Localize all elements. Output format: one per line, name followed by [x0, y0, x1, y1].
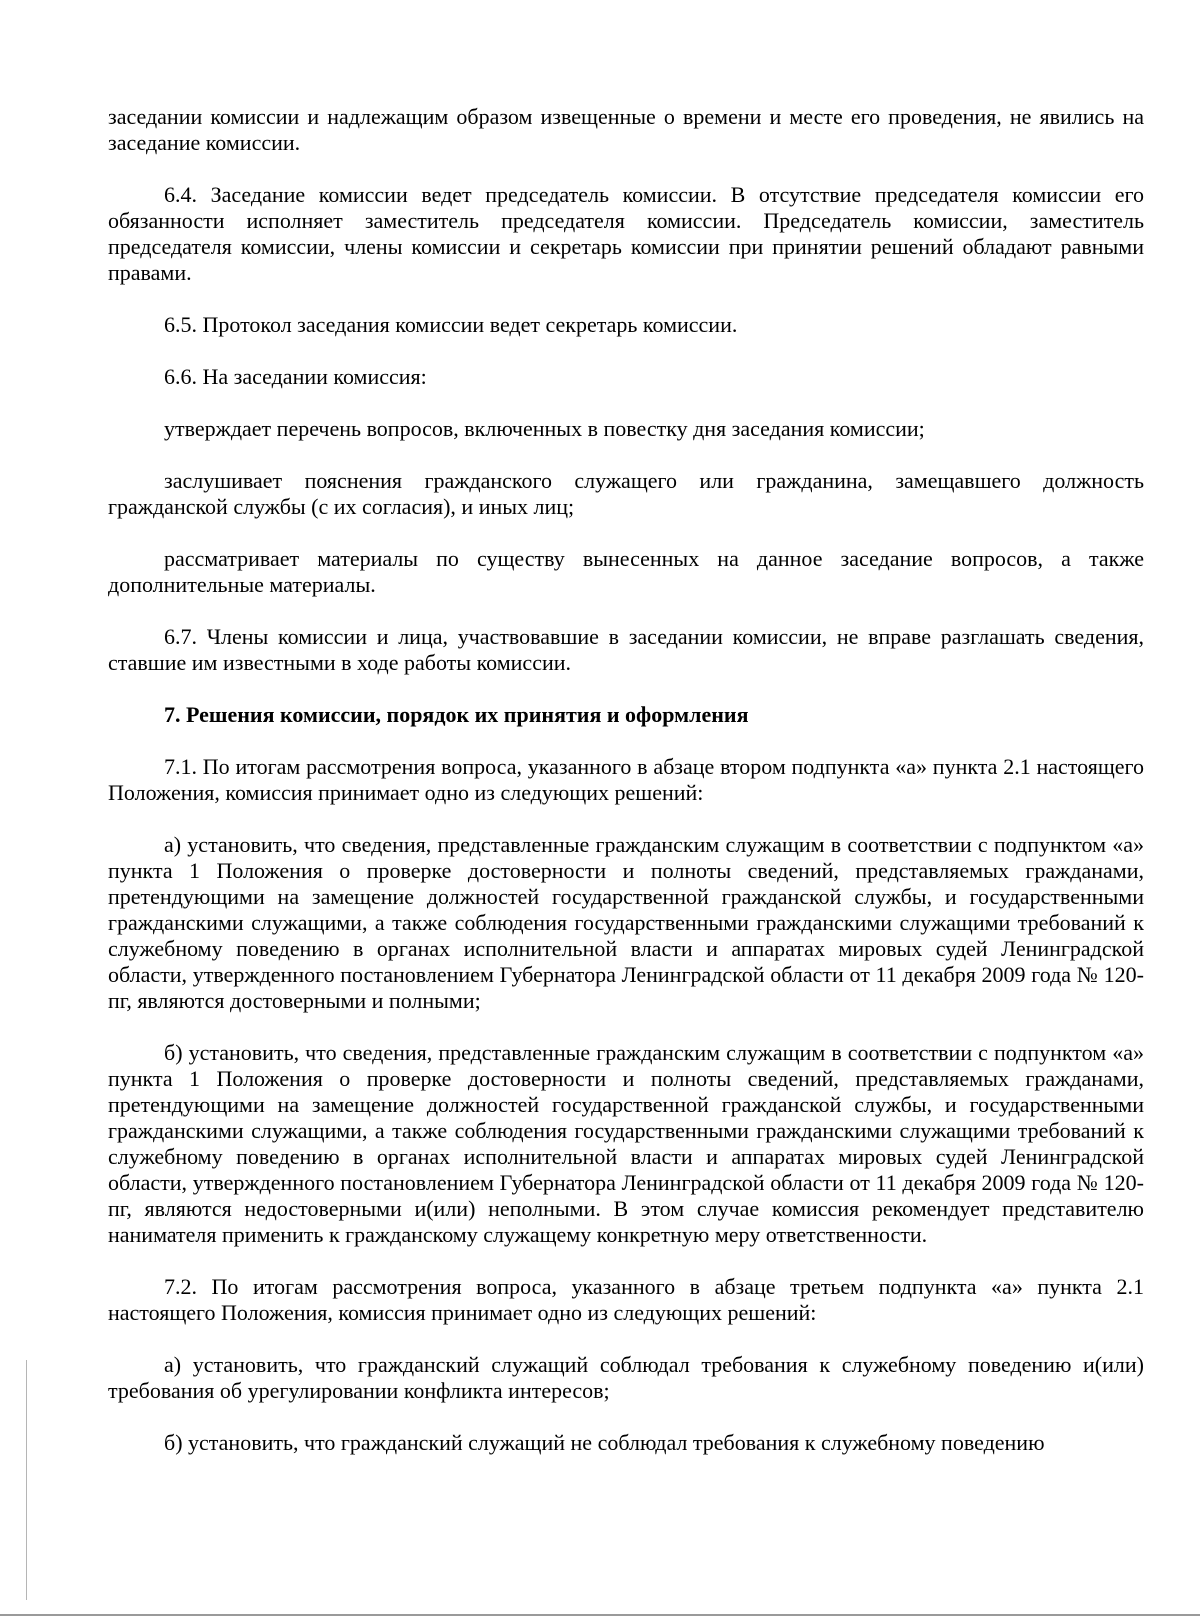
paragraph-7-2-b: б) установить, что гражданский служащий не соблюдал требования к служебному поведению — [164, 1430, 1045, 1455]
document-body — [108, 104, 1144, 1456]
section-heading-7: 7. Решения комиссии, порядок их принятия и оформления — [164, 702, 749, 727]
scan-bottom-line — [0, 1614, 1200, 1616]
paragraph-7-1: 7.1. По итогам рассмотрения вопроса, указанного в абзаце втором подпункта «а» пункта 2.1 настоящего Положения, комиссия принимает одно из следующих решений: — [108, 754, 1144, 805]
paragraph-continuation: заседании комиссии и надлежащим образом извещенные о времени и месте его проведения, не явились на заседание комиссии. — [108, 104, 1144, 155]
paragraph-6-6: 6.6. На заседании комиссия: — [164, 364, 427, 389]
paragraph-7-2: 7.2. По итогам рассмотрения вопроса, указанного в абзаце третьем подпункта «а» пункта 2.1 настоящего Положения, комиссия принимает одно из следующих решений: — [108, 1274, 1144, 1325]
paragraph-6-6-item-1: утверждает перечень вопросов, включенных в повестку дня заседания комиссии; — [164, 416, 925, 441]
paragraph-6-5: 6.5. Протокол заседания комиссии ведет секретарь комиссии. — [164, 312, 738, 337]
paragraph-7-1-a: а) установить, что сведения, представленные гражданским служащим в соответствии с подпунктом «а» пункта 1 Положения о проверке достоверности и полноты сведений, представляемых гражданами, претендующими на замещение должностей государственной гражданской службы, и государственными гражданскими служащими, а также соблюдения государственными гражданскими служащими требований к служебному поведению в органах исполнительной власти и аппаратах мировых судей Ленинградской области, утвержденного постановлением Губернатора Ленинградской области от 11 декабря 2009 года № 120-пг, являются достоверными и полными; — [108, 832, 1144, 1013]
paragraph-7-2-a: а) установить, что гражданский служащий соблюдал требования к служебному поведению и(или) требования об урегулировании конфликта интересов; — [108, 1352, 1144, 1403]
paragraph-6-4: 6.4. Заседание комиссии ведет председатель комиссии. В отсутствие председателя комиссии его обязанности исполняет заместитель председателя комиссии. Председатель комиссии, заместитель председателя комиссии, члены комиссии и секретарь комиссии при принятии решений обладают равными правами. — [108, 182, 1144, 285]
scan-edge-line — [26, 1360, 27, 1600]
paragraph-6-6-item-3: рассматривает материалы по существу вынесенных на данное заседание вопросов, а также дополнительные материалы. — [108, 546, 1144, 597]
paragraph-6-6-item-2: заслушивает пояснения гражданского служащего или гражданина, замещавшего должность гражданской службы (с их согласия), и иных лиц; — [108, 468, 1144, 519]
paragraph-7-1-b: б) установить, что сведения, представленные гражданским служащим в соответствии с подпунктом «а» пункта 1 Положения о проверке достоверности и полноты сведений, представляемых гражданами, претендующими на замещение должностей государственной гражданской службы, и государственными гражданскими служащими, а также соблюдения государственными гражданскими служащими требований к служебному поведению в органах исполнительной власти и аппаратах мировых судей Ленинградской области, утвержденного постановлением Губернатора Ленинградской области от 11 декабря 2009 года № 120-пг, являются недостоверными и(или) неполными. В этом случае комиссия рекомендует представителю нанимателя применить к гражданскому служащему конкретную меру ответственности. — [108, 1040, 1144, 1247]
paragraph-6-7: 6.7. Члены комиссии и лица, участвовавшие в заседании комиссии, не вправе разглашать сведения, ставшие им известными в ходе работы комиссии. — [108, 624, 1144, 675]
